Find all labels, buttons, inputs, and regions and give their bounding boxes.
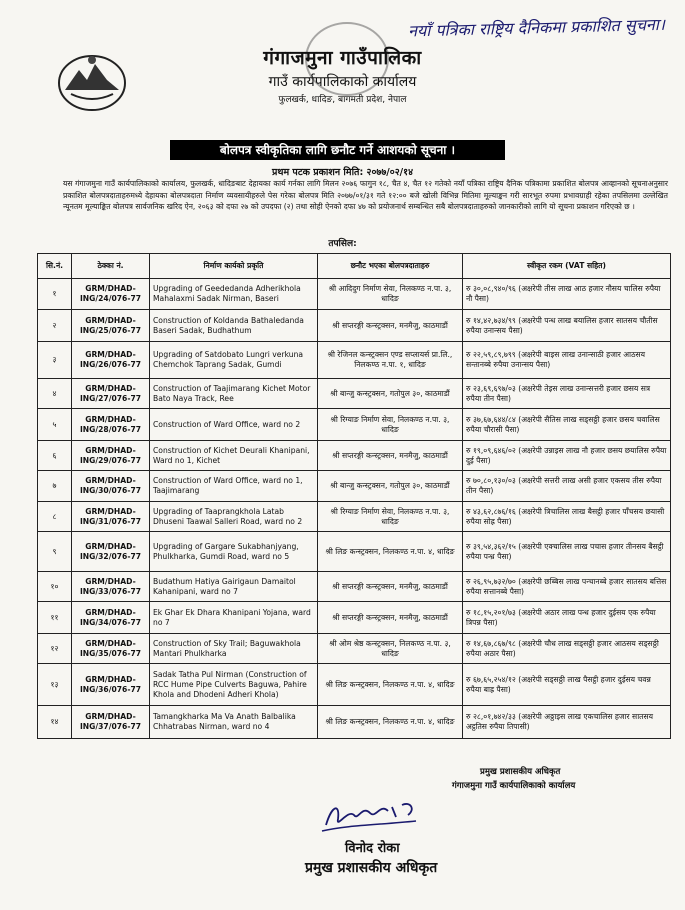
cell-ref: GRM/DHAD-ING/24/076-77 <box>72 279 150 310</box>
table-row <box>38 409 671 441</box>
cell-ref: GRM/DHAD-ING/31/076-77 <box>72 502 150 532</box>
cell-bidder: श्री रिग्याङ निर्माण सेवा, निलकण्ठ न.पा. ३, धादिङ <box>318 502 463 532</box>
list-heading: तपसिल: <box>328 239 357 249</box>
cell-sn: ८ <box>38 502 72 532</box>
cell-work: Upgrading of Geededanda Adherikhola Mahalaxmi Sadak Nirman, Baseri <box>150 279 318 310</box>
cell-sn: १४ <box>38 706 72 739</box>
cell-ref: GRM/DHAD-ING/32/076-77 <box>72 532 150 572</box>
office-name: गाउँ कार्यपालिकाको कार्यालय <box>268 74 417 90</box>
cell-work: Construction of Sky Trail; Baguwakhola Mantari Phulkharka <box>150 634 318 664</box>
table-row <box>38 664 671 706</box>
table-row <box>38 379 671 409</box>
signature <box>318 795 428 837</box>
notice-title: बोलपत्र स्वीकृतिका लागि छनौट गर्ने आशयको सूचना । <box>170 140 505 160</box>
cell-work: Construction of Taajimarang Kichet Motor Bato Naya Track, Ree <box>150 379 318 409</box>
cell-amount: रु १४,४२,७३४/९९ (अक्षरेपी पन्ध लाख बयालिस हजार सातसय चौतीस रुपैया उनान्सय पैसा) <box>463 310 671 342</box>
cell-work: Upgrading of Gargare Sukabhanjyang, Phulkharka, Gumdi Road, ward no 5 <box>150 532 318 572</box>
cell-work: Construction of Koldanda Bathaledanda Baseri Sadak, Budhathum <box>150 310 318 342</box>
cell-amount: रु १९,०९,६४६/०२ (अक्षरेपी उन्नाइस लाख नौ हजार छसय छयालिस रुपैया दुई पैसा) <box>463 441 671 471</box>
cell-bidder: श्री लिङ कन्स्ट्रक्सन, निलकण्ठ न.पा. ४, धादिङ <box>318 664 463 706</box>
cell-amount: रु १४,६७,८६७/९८ (अक्षरेपी चौध लाख सड्सठ्ठी हजार आठसय सड्सठ्ठी रुपैया अठार पैसा) <box>463 634 671 664</box>
table-row <box>38 602 671 634</box>
table-row <box>38 471 671 502</box>
cell-sn: ३ <box>38 342 72 379</box>
cell-ref: GRM/DHAD-ING/25/076-77 <box>72 310 150 342</box>
cell-work: Budathum Hatiya Gairigaun Damaitol Kahanipani, ward no 7 <box>150 572 318 602</box>
publish-date: प्रथम पटक प्रकाशन मिति: २०७७/०२/१४ <box>271 167 414 178</box>
cell-ref: GRM/DHAD-ING/27/076-77 <box>72 379 150 409</box>
table-row <box>38 279 671 310</box>
cell-ref: GRM/DHAD-ING/30/076-77 <box>72 471 150 502</box>
cell-bidder: श्री ओम श्रेष्ठ कन्स्ट्रक्सन, निलकण्ठ न.पा. ३, धादिङ <box>318 634 463 664</box>
cell-sn: ५ <box>38 409 72 441</box>
header-amount: स्वीकृत रकम (VAT सहित) <box>463 254 671 279</box>
cell-work: Upgrading of Taaprangkhola Latab Dhuseni Taawal Salleri Road, ward no 2 <box>150 502 318 532</box>
cell-sn: १३ <box>38 664 72 706</box>
cell-bidder: श्री सप्तरङ्गी कन्स्ट्रक्सन, मनमैजु, काठमाडौं <box>318 572 463 602</box>
cell-amount: रु २३,६९,६९७/०३ (अक्षरेपी तेइस लाख उनान्सत्तरी हजार छसय सत्र रुपैया तीन पैसा) <box>463 379 671 409</box>
cell-ref: GRM/DHAD-ING/26/076-77 <box>72 342 150 379</box>
table-row <box>38 634 671 664</box>
cell-sn: ६ <box>38 441 72 471</box>
header-ref: ठेक्का नं. <box>72 254 150 279</box>
cell-amount: रु ३९,५४,३६२/१५ (अक्षरेपी एक्चालिस लाख पचास हजार तीनसय बैसट्ठी रुपैया पन्ध्र पैसा) <box>463 532 671 572</box>
table-row <box>38 342 671 379</box>
cell-bidder: श्री बान्जु कन्स्ट्रक्सन, गतोपुल ३०, काठमाडौं <box>318 379 463 409</box>
table-row <box>38 706 671 739</box>
cell-bidder: श्री लिङ कन्स्ट्रक्सन, निलकण्ठ न.पा. ४, धादिङ <box>318 532 463 572</box>
cell-work: Construction of Ward Office, ward no 1, Taajimarang <box>150 471 318 502</box>
signatory-name: विनोद रोका <box>345 841 400 856</box>
cell-bidder: श्री बान्जु कन्स्ट्रक्सन, गतोपुल ३०, काठमाडौं <box>318 471 463 502</box>
cell-amount: रु ६७,६५,२५४/१२ (अक्षरेपी सड्सठ्ठी लाख पैसट्ठी हजार दुईसय चवन्न रुपैया बाह्र पैसा) <box>463 664 671 706</box>
cell-bidder: श्री सप्तरङ्गी कन्स्ट्रक्सन, मनमैजु, काठमाडौं <box>318 602 463 634</box>
cell-ref: GRM/DHAD-ING/33/076-77 <box>72 572 150 602</box>
signatory-position: प्रमुख प्रशासकीय अधिकृत <box>305 860 438 876</box>
cell-amount: रु २८,०१,७४२/३३ (अक्षरेपी अठ्ठाइस लाख एकचालिस हजार सातसय अट्ठतिस रुपैया तिपासी) <box>463 706 671 739</box>
cell-ref: GRM/DHAD-ING/34/076-77 <box>72 602 150 634</box>
cell-work: Upgrading of Satdobato Lungri verkuna Chemchok Taprang Sadak, Gumdi <box>150 342 318 379</box>
bid-table <box>37 253 671 739</box>
cell-amount: रु २६,९५,७३२/७० (अक्षरेपी छब्बिस लाख पन्चानब्बे हजार सातसय बत्तिस रुपैया सत्तानब्बे पैसा) <box>463 572 671 602</box>
header-work: निर्माण कार्यको प्रकृति <box>150 254 318 279</box>
cell-amount: रु ३७,६७,६४४/८४ (अक्षरेपी सैतिस लाख सड्सठ्ठी हजार छसय चवालिस रुपैया चौरासी पैसा) <box>463 409 671 441</box>
cell-sn: ४ <box>38 379 72 409</box>
cell-ref: GRM/DHAD-ING/37/076-77 <box>72 706 150 739</box>
cell-bidder: श्री सप्तरङ्गी कन्स्ट्रक्सन, मनमैजु, काठमाडौं <box>318 310 463 342</box>
handwritten-note: नयाँ पत्रिका राष्ट्रिय दैनिकमा प्रकाशित सुचना। <box>407 14 666 41</box>
cell-amount: रु २२,५९,८९,७९९ (अक्षरेपी बाइस लाख उनान्साठी हजार आठसय सन्तानब्बे रुपैया उनान्सय पैसा) <box>463 342 671 379</box>
cell-bidder: श्री रेजिनल कन्स्ट्रक्सन एण्ड सप्लायर्स प्रा.लि., निलकण्ठ न.पा. १, धादिङ <box>318 342 463 379</box>
cell-sn: ११ <box>38 602 72 634</box>
intro-paragraph: यस गंगाजमुना गाउँ कार्यपालिकाको कार्यालय, फुलखर्क, धादिङबाट देहायका कार्य गर्नका लागि मिलन २०७६ फागुन १८, चैत ४, चैत १२ गतेको नयाँ पत्रिका राष्ट्रिय दैनिक पत्रिकामा प्रकाशित बोलपत्र आव्हानको सूचनाअनुसार प्रकाशित बोलपत्रदाताहरुमध्ये देहायका बोलपत्रदाता निर्माण व्यवसायीहरुले पेस गरेका बोलपत्र मिति २०७७/०१/३१ गते १२:०० बजे खोली विभिन्न मितिमा मूल्याङ्कन गरी सारभूत रुपमा प्रभावग्राही रहेका तपसिलमा उल्लेखित न्यूनतम मूल्याङ्कित बोलपत्र सार्वजनिक खरिद ऐन, २०६३ को दफा २७ को उपदफा (२) तथा सोही ऐनको दफा ४७ को प्रयोजनार्थ सम्बन्धित सबै बोलपत्रदाताहरुको जानकारीको लागि यो सूचना प्रकाशन गरिएको छ । <box>63 179 669 212</box>
cell-ref: GRM/DHAD-ING/36/076-77 <box>72 664 150 706</box>
cell-ref: GRM/DHAD-ING/35/076-77 <box>72 634 150 664</box>
cell-sn: १ <box>38 279 72 310</box>
cell-bidder: श्री सप्तरङ्गी कन्स्ट्रक्सन, मनमैजु, काठमाडौं <box>318 441 463 471</box>
cell-bidder: श्री आदिदुग निर्माण सेवा, निलकण्ठ न.पा. ३, धादिङ <box>318 279 463 310</box>
header-sn: सि.नं. <box>38 254 72 279</box>
table-row <box>38 502 671 532</box>
cell-work: Construction of Ward Office, ward no 2 <box>150 409 318 441</box>
table-row <box>38 572 671 602</box>
cell-work: Tamangkharka Ma Va Anath Balbalika Chhatrabas Nirman, ward no 4 <box>150 706 318 739</box>
office-address: फुलखर्क, धादिङ, बागमती प्रदेश, नेपाल <box>278 95 407 105</box>
cell-ref: GRM/DHAD-ING/28/076-77 <box>72 409 150 441</box>
header-bidder: छनौट भएका बोलपत्रदाताहरु <box>318 254 463 279</box>
cell-work: Construction of Kichet Deurali Khanipani, Ward no 1, Kichet <box>150 441 318 471</box>
signatory-title: प्रमुख प्रशासकीय अधिकृत <box>480 767 561 777</box>
cell-work: Sadak Tatha Pul Nirman (Construction of RCC Hume Pipe Culverts Baguwa, Pahire Khola and Dhodeni Adheri Khola) <box>150 664 318 706</box>
cell-sn: १२ <box>38 634 72 664</box>
cell-sn: २ <box>38 310 72 342</box>
cell-sn: ७ <box>38 471 72 502</box>
table-header-row <box>38 254 671 279</box>
cell-sn: १० <box>38 572 72 602</box>
cell-amount: रु ७०,८०,१३०/०३ (अक्षरेपी सत्तरी लाख असी हजार एकसय तीस रुपैया तीन पैसा) <box>463 471 671 502</box>
cell-amount: रु ४३,६२,८७६/१६ (अक्षरेपी त्रिचालिस लाख बैसट्ठी हजार पाँचसय छयासी रुपैया सोह्र पैसा) <box>463 502 671 532</box>
signatory-office: गंगाजमुना गाउँ कार्यपालिकाको कार्यालय <box>452 781 576 791</box>
cell-ref: GRM/DHAD-ING/29/076-77 <box>72 441 150 471</box>
cell-bidder: श्री लिङ कन्स्ट्रक्सन, निलकण्ठ न.पा. ४, धादिङ <box>318 706 463 739</box>
table-row <box>38 310 671 342</box>
cell-amount: रु १८,१५,२०१/७३ (अक्षरेपी अठार लाख पन्ध हजार दुईसय एक रुपैया त्रिपन्न पैसा) <box>463 602 671 634</box>
cell-sn: ९ <box>38 532 72 572</box>
cell-amount: रु ३०,०८,९४०/९६ (अक्षरेपी तीस लाख आठ हजार नौसय चालिस रुपैया नौ पैसा) <box>463 279 671 310</box>
table-row <box>38 532 671 572</box>
cell-work: Ek Ghar Ek Dhara Khanipani Yojana, ward no 7 <box>150 602 318 634</box>
org-name: गंगाजमुना गाउँपालिका <box>263 47 422 69</box>
table-row <box>38 441 671 471</box>
cell-bidder: श्री रिग्याङ निर्माण सेवा, निलकण्ठ न.पा. ३, धादिङ <box>318 409 463 441</box>
